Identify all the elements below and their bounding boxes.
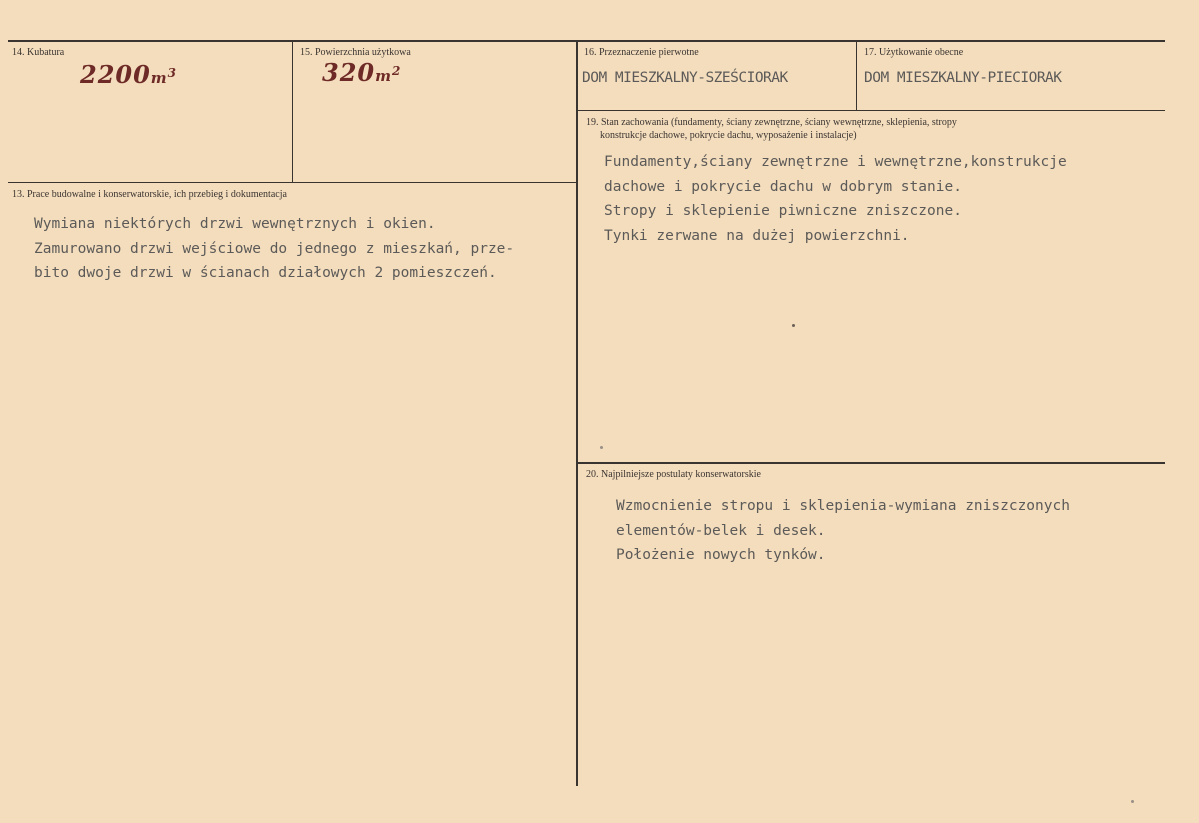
prace-label: 13. Prace budowalne i konserwatorskie, ich przebieg i dokumentacja xyxy=(12,189,287,200)
top-rule xyxy=(8,40,1165,42)
text-line: Wymiana niektórych drzwi wewnętrznych i okien. xyxy=(34,216,436,232)
postulaty-label: 20. Najpilniejsze postulaty konserwatorskie xyxy=(586,469,761,480)
rule-under-14-15 xyxy=(8,182,576,183)
divider-16-17 xyxy=(856,42,857,110)
powierzchnia-value xyxy=(322,58,401,87)
paper-speck xyxy=(600,446,603,449)
stan-zachowania-label-line2: konstrukcje dachowe, pokrycie dachu, wyposażenie i instalacje) xyxy=(600,130,857,141)
kubatura-unit: $m^3$ xyxy=(150,66,178,87)
divider-14-15 xyxy=(292,42,293,182)
text-line: elementów-belek i desek. xyxy=(616,522,826,539)
text-line: Fundamenty,ściany zewnętrzne i wewnętrzne,konstrukcje xyxy=(604,154,1067,170)
powierzchnia-unit: $m^2$ xyxy=(375,64,402,85)
postulaty-text xyxy=(616,494,1070,568)
kubatura-label: 14. Kubatura xyxy=(12,47,65,58)
text-line: dachowe i pokrycie dachu w dobrym stanie. xyxy=(604,178,962,195)
text-line: bito dwoje drzwi w ścianach działowych 2 pomieszczeń. xyxy=(34,265,497,281)
text-line: Położenie nowych tynków. xyxy=(616,547,826,563)
text-line: Wzmocnienie stropu i sklepienia-wymiana zniszczonych xyxy=(616,498,1070,514)
main-vertical-divider xyxy=(576,42,578,786)
paper-speck xyxy=(792,324,795,327)
kubatura-number: 2200 xyxy=(80,60,151,89)
prace-text xyxy=(34,212,514,286)
rule-above-20 xyxy=(578,462,1165,464)
text-line: Stropy i sklepienie piwniczne zniszczone. xyxy=(604,203,962,219)
przeznaczenie-value: DOM MIESZKALNY-SZEŚCIORAK xyxy=(582,70,788,86)
stan-zachowania-label-line1: 19. Stan zachowania (fundamenty, ściany zewnętrzne, ściany wewnętrzne, sklepienia, stropy xyxy=(586,117,957,128)
uzytkowanie-label: 17. Użytkowanie obecne xyxy=(864,47,964,58)
stan-zachowania-label xyxy=(586,116,957,142)
text-line: Zamurowano drzwi wejściowe do jednego z mieszkań, prze- xyxy=(34,240,515,257)
rule-under-16-17 xyxy=(578,110,1165,111)
powierzchnia-label: 15. Powierzchnia użytkowa xyxy=(300,47,411,58)
uzytkowanie-value: DOM MIESZKALNY-PIECIORAK xyxy=(864,70,1062,86)
paper-speck xyxy=(1131,800,1134,803)
powierzchnia-number: 320 xyxy=(322,58,376,87)
text-line: Tynki zerwane na dużej powierzchni. xyxy=(604,227,910,244)
stan-zachowania-text xyxy=(604,150,1067,248)
kubatura-value xyxy=(80,60,177,89)
przeznaczenie-label: 16. Przeznaczenie pierwotne xyxy=(584,47,699,58)
